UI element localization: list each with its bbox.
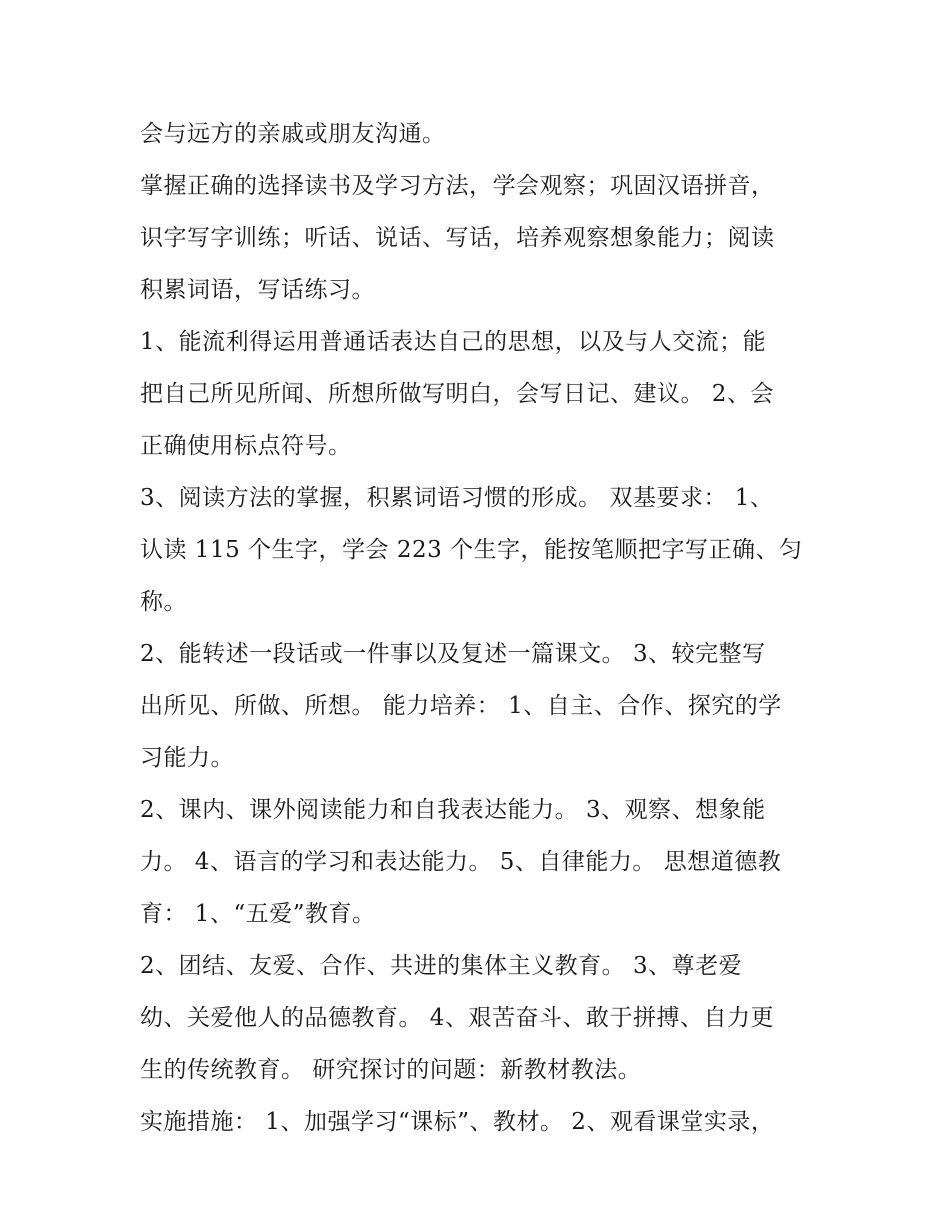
text-line: 把自己所见所闻、所想所做写明白，会写日记、建议。 2、会 [140,381,774,407]
body-text [140,108,820,1148]
text-line: 实施措施： 1、加强学习“课标”、教材。 2、观看课堂实录， [140,1109,775,1135]
text-line: 认读 115 个生字，学会 223 个生字，能按笔顺把字写正确、匀 [140,537,803,563]
text-line: 积累词语，写话练习。 [140,277,375,303]
text-line: 掌握正确的选择读书及学习方法，学会观察；巩固汉语拼音， [140,173,775,199]
text-line: 正确使用标点符号。 [140,433,352,459]
text-line: 幼、关爱他人的品德教育。 4、艰苦奋斗、敢于拼搏、自力更 [140,1005,774,1031]
text-line: 2、团结、友爱、合作、共进的集体主义教育。 3、尊老爱 [140,953,743,979]
text-line: 识字写字训练；听话、说话、写话，培养观察想象能力；阅读 [140,225,775,251]
text-line: 2、课内、课外阅读能力和自我表达能力。 3、观察、想象能 [140,797,766,823]
text-line: 生的传统教育。 研究探讨的问题：新教材教法。 [140,1057,642,1083]
text-line: 3、阅读方法的掌握，积累词语习惯的形成。 双基要求： 1、 [140,485,774,511]
text-line: 出所见、所做、所想。 能力培养： 1、自主、合作、探究的学 [140,693,782,719]
text-line: 1、能流利得运用普通话表达自己的思想，以及与人交流；能 [140,329,767,355]
text-line: 称。 [140,589,187,615]
text-line: 习能力。 [140,745,234,771]
text-line: 2、能转述一段话或一件事以及复述一篇课文。 3、较完整写 [140,641,766,667]
text-line: 育： 1、“五爱”教育。 [140,901,376,927]
text-line: 会与远方的亲戚或朋友沟通。 [140,121,446,147]
text-line: 力。 4、语言的学习和表达能力。 5、自律能力。 思想道德教 [140,849,782,875]
